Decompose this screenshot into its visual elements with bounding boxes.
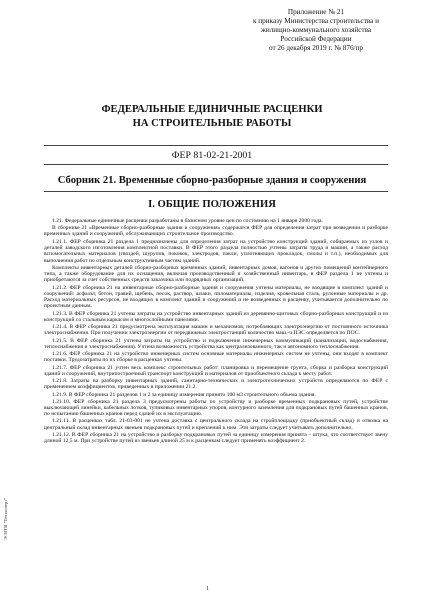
appendix-line: Российской Федерации — [280, 35, 352, 43]
divider — [44, 164, 388, 165]
section-title: I. ОБЩИЕ ПОЛОЖЕНИЯ — [148, 199, 276, 210]
document-title-line: НА СТРОИТЕЛЬНЫЕ РАБОТЫ — [132, 118, 292, 129]
appendix-line: Приложение № 21 — [287, 8, 345, 16]
document-title-line: ФЕДЕРАЛЬНЫЕ ЕДИНИЧНЫЕ РАСЦЕНКИ — [101, 104, 323, 115]
paragraph: В сборнике 21 «Временные сборно-разборные здания и сооружения» содержатся ФЕР для определения затрат при возведении и разборке временных зданий и сооружений, обслуживающих строительное производство. — [44, 225, 388, 238]
paragraph: 1.21.12. В ФЕР сборника 21 на устройство и разборку подкрановых путей за единицу измерения принята – штука, что соответствует звену длиной 12,5 м. При устройстве путей из звеньев длиной 25 м к расценкам следует применять коэффициент 2. — [44, 431, 388, 445]
paragraph: 1.21.11. В расценках табл. 21-03-001 не учтена доставка с центрального склада на стройплощадку (приобъектный склад) и отвозка на центральный склад инвентарных звеньев подкрановых путей и креплений к ним. Эти затраты следует учитывать дополнительно. — [44, 418, 388, 431]
paragraph: 1.21.2. ФЕР сборника 21 на инвентарные сборно-разборные здания и сооружения учтены материалы, не входящие в комплект зданий и сооружений: асфальт, бетон, гравий, щебень, песок, раствор, шлаки, пиломатериалы, изделия, кровельная сталь, рулонные материалы и др. Расход материальных ресурсов, не входящих в комплект зданий и сооружений и не возведенных в расценку, учитывается дополнительно по проектным данным. — [44, 284, 388, 310]
paragraph: 1.21. Федеральные единичные расценки разработаны в базисном уровне цен по состоянию на 1 января 2000 года. — [52, 218, 323, 224]
paragraph: 1.21.6. ФЕР сборника 21 на устройство инженерных систем основные материалы инженерных систем не учтены, они входят в комплект поставки. Трудозатраты по их сборке в расценках учтены. — [44, 351, 388, 364]
appendix-block — [236, 8, 396, 53]
appendix-line: жилищно-коммунального хозяйства — [260, 26, 372, 34]
page-number: 1 — [206, 586, 209, 592]
paragraph: 1.21.7. ФЕР сборника 21 учтен весь комплекс строительных работ: планировка и перемещение грунта, сборка и разборка конструкций зданий и сооружений, внутрипостроечный транспорт конструкций и материалов от приобъектного склада к месту работ. — [44, 364, 388, 377]
paragraph: 1.21.10. ФЕР сборника 21 раздела 3 предусмотрены работы по устройству и разборке временных подкрановых путей, устройстве выключающей линейки, кабельных лотков, тупиковых инвентарных упоров, контурного заземления для подкрановых путей башенных кранов, по испытанию башенных кранов перед сдачей их в эксплуатацию. — [44, 398, 388, 418]
appendix-line: от 26 декабря 2019 г. № 876/пр — [269, 44, 363, 52]
paragraph: Комплекты инвентарных деталей сборно-разборных временных зданий, инвентарных домов, вагонов и других помещений контейнерного типа, а также оборудование для их оснащения, включая производственный и хозяйственный инвентарь, в ФЕР раздела 1 не учтены и приобретаются за счет собственных средств заказчика или подрядных организаций. — [44, 264, 388, 284]
paragraph: 1.21.3. В ФЕР сборника 21 учтены затраты на устройство инвентарных зданий из деревянно-щитовых сборно-разборных конструкций и из конструкций со стальным каркасом и многослойными панелями. — [44, 310, 388, 323]
paragraph: 1.21.1. ФЕР сборника 21 раздела 1 предназначены для определения затрат на устройство конструкций зданий, собираемых из узлов и деталей заводского изготовления комплектной поставки. В ФЕР этого раздела полностью учтены затраты труда и машин, а также расход вспомогательных материалов (гвоздей, шурупов, поковок, электродов, пакли, уплотняющих прокладок, смолы и т.п.), необходимых для выполнения работ по отдельным конструктивным частям зданий. — [44, 238, 388, 264]
document-code: ФЕР 81-02-21-2001 — [171, 150, 253, 161]
paragraph: 1.21.5. В ФЕР сборника 21 учтены затраты на устройство и подключение инженерных коммуникаций (канализации, водоснабжения, теплоснабжения и электроснабжения). Учтена возможность устройства как централизованного, так и автономного теплоснабжения. — [44, 337, 388, 350]
body-text — [44, 218, 388, 445]
collection-title: Сборник 21. Временные сборно-разборные здания и сооружения — [57, 175, 367, 186]
appendix-line: к приказу Министерства строительства и — [252, 17, 379, 25]
side-watermark: ЭСИТИ "Техэксперт" — [3, 497, 8, 540]
paragraph: 1.21.8. Затраты на разборку инвентарных зданий, санитарно-технических и электротехнических устройств определяются по ФЕР с применением коэффициентов, приведенных в приложении 21.2. — [44, 378, 388, 391]
paragraph: 1.21.9. В ФЕР сборника 21 разделов 1 и 2 за единицу измерения принято 100 м3 строительного объема здания. — [52, 391, 316, 398]
divider — [44, 145, 388, 146]
paragraph: 1.21.4. В ФЕР сборника 21 предусмотрена эксплуатация машин и механизмов, потребляющих электроэнергию от постоянного источника электроснабжения. При получении электроэнергии от передвижных электростанций количество маш.-ч ПЭС определяется по ПОС. — [44, 324, 388, 337]
divider — [44, 191, 388, 192]
